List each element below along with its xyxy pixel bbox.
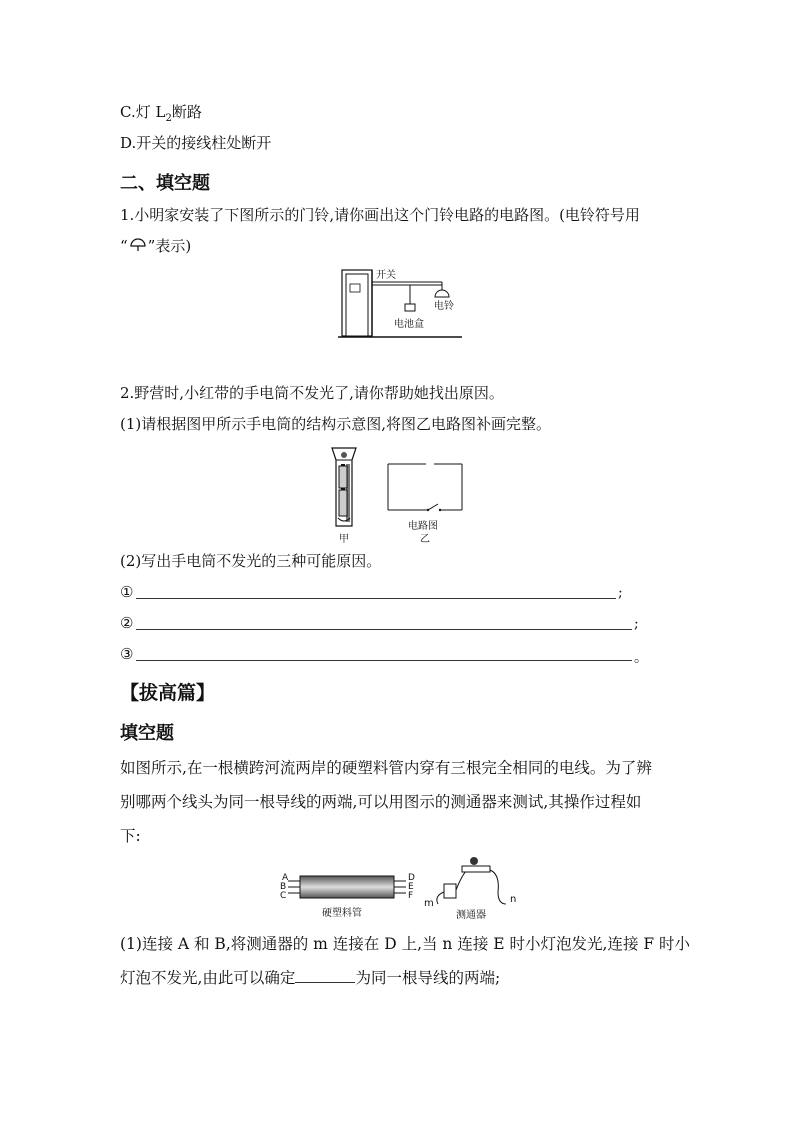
label-c: C	[280, 891, 287, 901]
label-b: B	[280, 882, 287, 892]
label-circuit-diagram: 电路图	[408, 521, 438, 532]
switch-label: 开关	[376, 270, 396, 281]
label-n: n	[510, 894, 517, 905]
fill-blank-ends[interactable]	[295, 968, 355, 983]
answer-mark-2: ②	[120, 614, 134, 632]
answer-end-2: ;	[634, 616, 639, 632]
advanced-section-title: 【拔高篇】	[120, 682, 216, 704]
question-2-sub2: (2)写出手电筒不发光的三种可能原因。	[120, 552, 382, 570]
label-yi: 乙	[420, 534, 430, 545]
label-e: E	[408, 882, 414, 892]
answer-blank-1[interactable]	[136, 598, 616, 599]
label-jia: 甲	[339, 534, 349, 545]
answer-mark-1: ①	[120, 583, 134, 601]
pipe-label: 硬塑料管	[322, 908, 362, 919]
label-d: D	[408, 873, 415, 883]
label-a: A	[282, 873, 289, 883]
answer-end-1: ;	[618, 585, 623, 601]
advanced-subtitle: 填空题	[120, 723, 174, 744]
doorbell-figure	[338, 266, 464, 342]
advanced-para-line2: 别哪两个线头为同一根导线的两端,可以用图示的测通器来测试,其操作过程如	[120, 793, 642, 811]
answer-end-3: 。	[634, 650, 648, 666]
advanced-para-line3: 下:	[120, 827, 141, 845]
bell-label: 电铃	[434, 301, 454, 312]
section-title-fill-blank: 二、填空题	[120, 173, 210, 194]
flashlight-figure	[330, 444, 470, 544]
question-2-sub1: (1)请根据图甲所示手电筒的结构示意图,将图乙电路图补画完整。	[120, 415, 552, 433]
advanced-para-line1: 如图所示,在一根横跨河流两岸的硬塑料管内穿有三根完全相同的电线。为了辨	[120, 759, 652, 777]
option-d: D.开关的接线柱处断开	[120, 134, 272, 152]
option-c: C.灯 $L_2$断路	[120, 103, 202, 124]
answer-blank-3[interactable]	[136, 660, 632, 661]
bell-symbol-icon	[128, 237, 148, 253]
pipe-tester-figure	[278, 852, 520, 920]
question-1-line2: “ ”表示)	[120, 237, 192, 255]
tester-label: 测通器	[456, 910, 486, 921]
advanced-sub1-line1: (1)连接 A 和 B,将测通器的 m 连接在 D 上,当 n 连接 E 时小灯泡发光,连接 F 时小	[120, 935, 691, 953]
battery-box-label: 电池盒	[394, 319, 424, 330]
label-f: F	[408, 891, 414, 901]
answer-blank-2[interactable]	[136, 629, 632, 630]
advanced-sub1-line2: 灯泡不发光,由此可以确定 为同一根导线的两端;	[120, 969, 501, 987]
question-2-line1: 2.野营时,小红带的手电筒不发光了,请你帮助她找出原因。	[120, 384, 504, 402]
answer-mark-3: ③	[120, 645, 134, 663]
label-m: m	[424, 898, 434, 909]
question-1-line1: 1.小明家安装了下图所示的门铃,请你画出这个门铃电路的电路图。(电铃符号用	[120, 206, 640, 224]
flashlight-diagram	[330, 444, 470, 544]
